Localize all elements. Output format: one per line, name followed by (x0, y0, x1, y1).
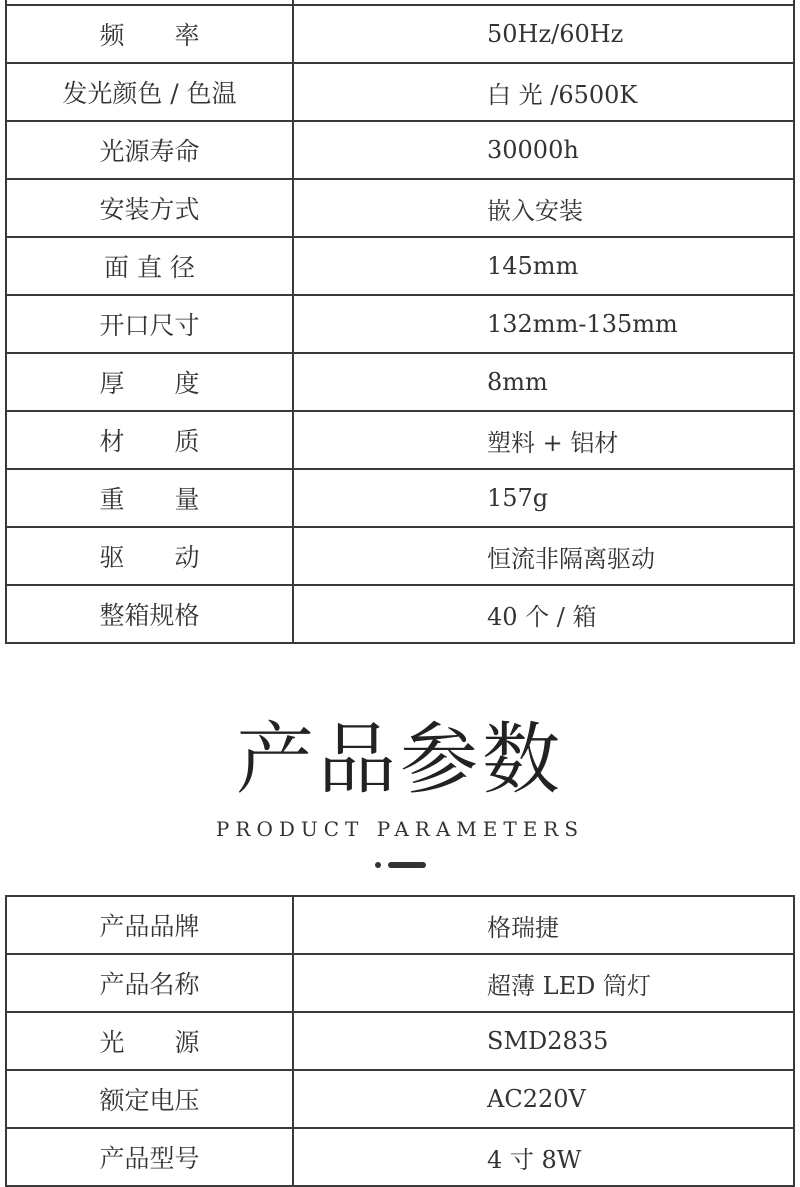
section-title: 产品参数 (235, 715, 564, 805)
table-row (6, 954, 794, 1012)
spec-label: 光源寿命 (99, 137, 200, 166)
table-row (6, 5, 794, 63)
table-row (6, 179, 794, 237)
table-row (6, 295, 794, 353)
spec-label: 频 率 (99, 21, 200, 50)
section-heading (0, 705, 800, 841)
table-row (6, 585, 794, 643)
spec-table-bottom (5, 895, 795, 1187)
spec-value: 40 个 / 箱 (293, 585, 794, 643)
spec-label: 产品品牌 (99, 912, 200, 941)
spec-label: 发光颜色 / 色温 (62, 79, 237, 108)
table-row (6, 121, 794, 179)
spec-value: 塑料 + 铝材 (293, 411, 794, 469)
spec-value: 157g (293, 469, 794, 527)
spec-value: SMD2835 (293, 1012, 794, 1070)
spec-value: 嵌入安装 (293, 179, 794, 237)
section-subtitle: PRODUCT PARAMETERS (215, 817, 585, 841)
table-row (6, 237, 794, 295)
spec-table-top (5, 0, 795, 644)
spec-value: 超薄 LED 筒灯 (293, 954, 794, 1012)
spec-label: 安装方式 (99, 195, 200, 224)
table-row (6, 527, 794, 585)
table-row (6, 1070, 794, 1128)
spec-label: 开口尺寸 (99, 311, 200, 340)
spec-label: 产品名称 (99, 970, 200, 999)
divider-bar-icon (388, 862, 426, 868)
spec-value: 白 光 /6500K (293, 63, 794, 121)
spec-label: 整箱规格 (99, 601, 200, 630)
spec-label: 面 直 径 (104, 253, 195, 282)
table-row (6, 411, 794, 469)
spec-value: 145mm (293, 237, 794, 295)
spec-value: 恒流非隔离驱动 (293, 527, 794, 585)
table-row (6, 1128, 794, 1186)
table-row (6, 469, 794, 527)
table-row (6, 63, 794, 121)
spec-value: 50Hz/60Hz (293, 5, 794, 63)
spec-value: AC220V (293, 1070, 794, 1128)
spec-value: 格瑞捷 (293, 896, 794, 954)
spec-label: 重 量 (99, 485, 200, 514)
spec-label: 驱 动 (99, 543, 200, 572)
table-row (6, 353, 794, 411)
spec-value: 4 寸 8W (293, 1128, 794, 1186)
spec-label: 厚 度 (99, 369, 200, 398)
spec-label: 额定电压 (99, 1086, 200, 1115)
spec-label: 产品型号 (99, 1144, 200, 1173)
table-row (6, 896, 794, 954)
spec-value: 30000h (293, 121, 794, 179)
spec-value: 132mm-135mm (293, 295, 794, 353)
divider-dot-icon (375, 862, 381, 868)
table-row (6, 1012, 794, 1070)
spec-label: 材 质 (99, 427, 200, 456)
spec-value: 8mm (293, 353, 794, 411)
decorative-divider (375, 861, 435, 869)
spec-label: 光 源 (99, 1028, 200, 1057)
